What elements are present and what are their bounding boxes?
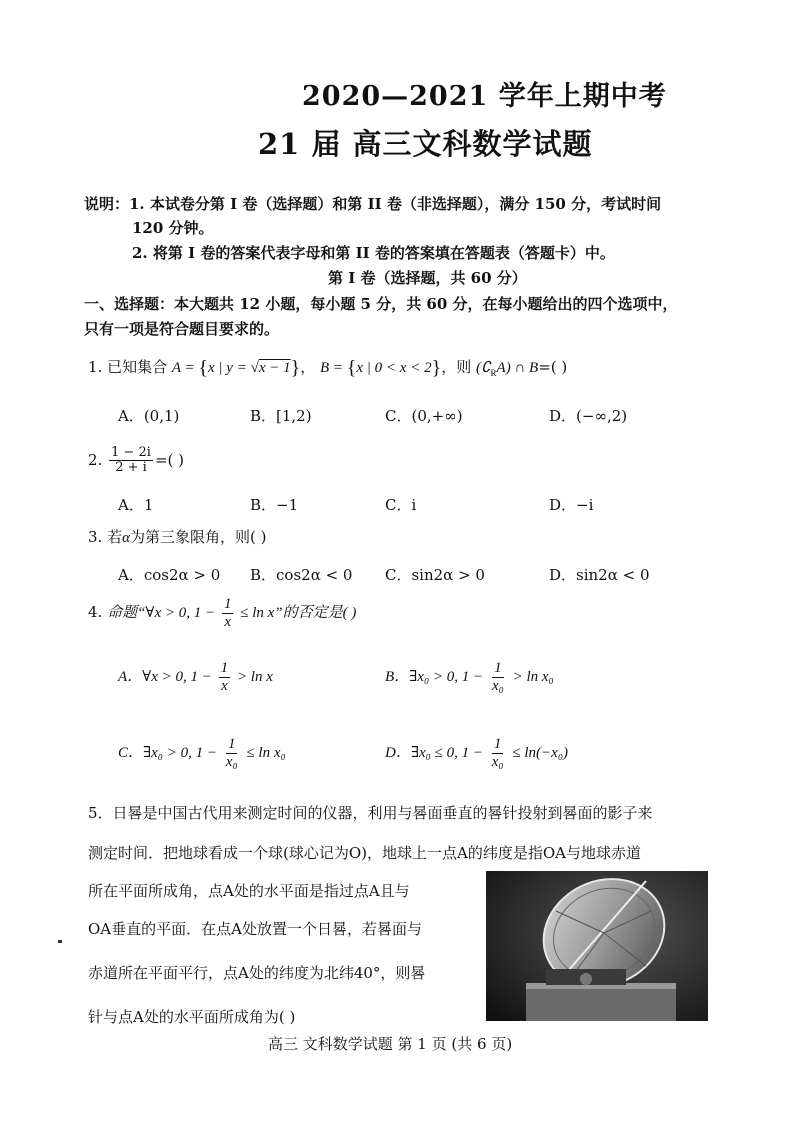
instruction-line-1: 说明：1. 本试卷分第 I 卷（选择题）和第 II 卷（非选择题），满分 150 分，考试时间 (84, 195, 662, 213)
q4-b-pre: B．∃x₀ > 0, 1 − (385, 669, 484, 685)
q4-a-fraction (219, 660, 231, 694)
q4-d-pre: D．∃x₀ ≤ 0, 1 − (385, 745, 483, 761)
q4-option-b (385, 660, 554, 694)
section-instruction-2: 只有一项是符合题目要求的。 (84, 320, 280, 338)
q4-a-post: > ln x (236, 669, 273, 685)
q5-line-1: 5．日晷是中国古代用来测定时间的仪器，利用与晷面垂直的晷针投射到晷面的影子来 (88, 804, 653, 822)
q4-stem-post: ≤ ln x”的否定是( ) (240, 605, 357, 621)
q5-line-5: 赤道所在平面平行，点A处的纬度为北纬40°，则晷 (88, 964, 426, 982)
q4-stem-pre: 命题“∀x > 0, 1 − (107, 605, 216, 621)
set-b-expression: B = {x | 0 < x < 2} (319, 357, 442, 379)
question-1-suffix: =( ) (538, 358, 568, 376)
q5-line-4: OA垂直的平面．在点A处放置一个日晷，若晷面与 (88, 920, 422, 938)
q4-c-post: ≤ ln x₀ (246, 745, 286, 761)
q4-d-den: x₀ (491, 753, 504, 770)
q4-b-post: > ln x₀ (512, 669, 554, 685)
q2-option-b: B．−1 (250, 496, 299, 514)
q4-d-fraction (490, 736, 506, 770)
sundial-photo (486, 871, 708, 1021)
exam-title-year: 2020—2021 学年上期中考 (302, 81, 667, 112)
question-2 (88, 446, 184, 476)
complement-expression: $(∁_RA)$ ∩ B (475, 360, 539, 378)
section-instruction-1: 一、选择题：本大题共 12 小题，每小题 5 分，共 60 分，在每小题给出的四个选项中， (84, 295, 678, 313)
q4-a-num: 1 (220, 660, 229, 676)
question-4-number: 4. (88, 603, 103, 621)
q5-line-3: 所在平面所成角，点A处的水平面是指过点A且与 (88, 882, 410, 900)
q4-option-d (385, 736, 568, 770)
q1-option-b: B．[1,2) (250, 407, 312, 425)
q4-stem-den: x (224, 613, 232, 630)
q2-option-c: C．i (385, 496, 417, 514)
exam-title-subject: 21 届 高三文科数学试题 (258, 127, 593, 161)
page-footer: 高三 文科数学试题 第 1 页 (共 6 页) (268, 1035, 513, 1053)
q3-option-a: A．cos2α > 0 (118, 566, 221, 584)
question-3-number: 3. (88, 528, 103, 546)
q4-b-num: 1 (494, 660, 502, 676)
q5-line-2: 测定时间．把地球看成一个球(球心记为O)，地球上一点A的纬度是指OA与地球赤道 (88, 844, 641, 862)
sundial-illustration (486, 871, 708, 1021)
q4-a-den: x (221, 677, 228, 694)
q1-option-c: C．(0,+∞) (385, 407, 463, 425)
question-2-suffix: =( ) (154, 450, 184, 469)
alpha-symbol: α (122, 530, 130, 546)
question-3 (88, 526, 266, 547)
q4-option-c (118, 736, 286, 770)
q4-c-den: x₀ (225, 753, 238, 770)
q2-denominator: 2 + i (115, 460, 147, 476)
question-1-number: 1. (88, 358, 103, 376)
q2-option-d: D．−i (549, 496, 594, 514)
question-1: 1. 已知集合 A = {x | y = √x − 1}， B = {x | 0 < x < 2}，则 $(∁_RA)$ ∩ B=( ) (88, 357, 568, 379)
part-one-heading: 第 I 卷（选择题，共 60 分） (328, 269, 527, 287)
q2-option-a: A．1 (118, 496, 154, 514)
q4-d-num: 1 (493, 736, 502, 752)
q3-option-b: B．cos2α < 0 (250, 566, 353, 584)
question-2-number: 2. (88, 450, 103, 469)
question-3-text-pre: 若 (107, 528, 123, 546)
q4-b-den: x₀ (491, 677, 504, 694)
q5-line-6: 针与点A处的水平面所成角为( ) (88, 1008, 296, 1026)
question-4 (88, 596, 356, 630)
q3-option-d: D．sin2α < 0 (549, 566, 650, 584)
q4-stem-fraction (222, 596, 234, 630)
instruction-line-1-cont: 120 分钟。 (132, 219, 214, 237)
q1-option-d: D．(−∞,2) (549, 407, 628, 425)
q4-d-post: ≤ ln(−x₀) (512, 745, 569, 761)
instruction-line-2: 2. 将第 I 卷的答案代表字母和第 II 卷的答案填在答题表（答题卡）中。 (132, 244, 615, 262)
q4-option-a (118, 660, 273, 694)
question-1-prefix: 已知集合 (107, 358, 168, 376)
q4-a-pre: A．∀x > 0, 1 − (118, 669, 212, 685)
q2-numerator: 1 − 2i (111, 445, 151, 460)
set-a-expression: A = {x | y = √x − 1} (171, 357, 301, 379)
q4-c-pre: C．∃x₀ > 0, 1 − (118, 745, 218, 761)
scan-speck (58, 940, 62, 943)
q4-c-fraction (224, 736, 240, 770)
q3-option-c: C．sin2α > 0 (385, 566, 485, 584)
q2-fraction (109, 446, 153, 476)
q1-option-a: A．(0,1) (118, 407, 180, 425)
q4-stem-num: 1 (223, 596, 232, 612)
question-3-text-post: 为第三象限角，则( ) (129, 528, 267, 546)
q4-b-fraction (490, 660, 506, 694)
q4-c-num: 1 (227, 736, 236, 752)
question-1-middle: ，则 (441, 358, 472, 376)
